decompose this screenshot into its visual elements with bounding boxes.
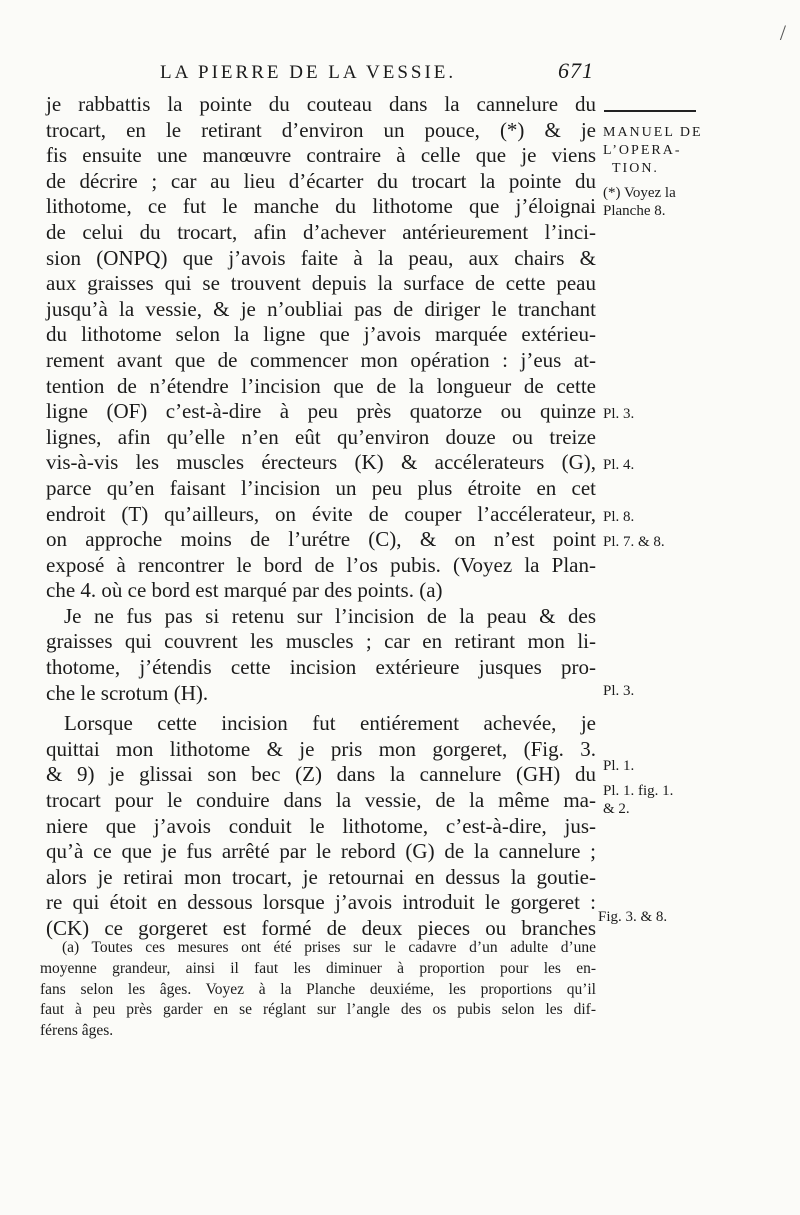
margin-rule [604, 110, 696, 112]
text-line: vis-à-vis les muscles érecteurs (K) & accélerateurs (G), [46, 450, 596, 475]
text-line: endroit (T) qu’ailleurs, on évite de couper l’accélerateur, [46, 501, 596, 526]
text-line: exposé à rencontrer le bord de l’os pubis. (Voyez la Plan- [46, 552, 596, 577]
text-line: parce qu’en faisant l’incision un peu plus étroite en cet [46, 475, 596, 500]
text-line: trocart pour le conduire dans la vessie, de la même ma- [46, 788, 596, 813]
footnote-line: (a) Toutes ces mesures ont été prises sur le cadavre d’un adulte d’une [62, 939, 596, 956]
text-line: thotome, j’étendis cette incision extérieure jusques pro- [46, 655, 596, 680]
text-line: & 9) je glissai son bec (Z) dans la cannelure (GH) du [46, 762, 596, 787]
text-line: on approche moins de l’urétre (C), & on n’est point [46, 527, 596, 552]
margin-plate-ref: & 2. [603, 801, 630, 817]
footnote-line: férens âges. [40, 1022, 114, 1040]
margin-heading-line: L’OPERA- [603, 143, 682, 158]
margin-note: Planche 8. [603, 203, 666, 219]
footnote-line: moyenne grandeur, ainsi il faut les diminuer à proportion pour les en- [40, 959, 596, 977]
text-line: trocart, en le retirant d’environ un pouce, (*) & je [46, 117, 596, 142]
text-line: graisses qui couvrent les muscles ; car en retirant mon li- [46, 629, 596, 654]
running-title: LA PIERRE DE LA VESSIE. [160, 62, 457, 83]
text-line: qu’à ce que je fus arrêté par le rebord (G) de la cannelure ; [46, 839, 596, 864]
text-line: alors je retirai mon trocart, je retournai en dessus la goutie- [46, 864, 596, 889]
footnote-line: fans selon les âges. Voyez à la Planche deuxiéme, les proportions qu’il [40, 980, 596, 998]
margin-heading-line: MANUEL DE [603, 125, 703, 140]
text-line: tention de n’étendre l’incision que de la longueur de cette [46, 373, 596, 398]
text-line: sion (ONPQ) que j’avois faite à la peau, aux chairs & [46, 245, 596, 270]
margin-plate-ref: Pl. 1. fig. 1. [603, 783, 674, 799]
main-text [46, 92, 596, 942]
margin-heading-line: TION. [612, 161, 659, 176]
margin-plate-ref: Pl. 7. & 8. [603, 534, 665, 550]
text-line: lignes, afin qu’elle n’en eût qu’environ douze ou treize [46, 424, 596, 449]
text-line: rement avant que de commencer mon opération : j’eus at- [46, 347, 596, 372]
margin-note: (*) Voyez la [603, 185, 676, 201]
text-line: (CK) ce gorgeret est formé de deux pieces ou branches [46, 916, 596, 940]
margin-plate-ref: Pl. 8. [603, 509, 635, 525]
text-line: re qui étoit en dessous lorsque j’avois introduit le gorgeret : [46, 890, 596, 915]
margin-plate-ref: Fig. 3. & 8. [598, 909, 668, 925]
text-line: niere que j’avois conduit le lithotome, c’est-à-dire, jus- [46, 813, 596, 838]
text-line: lithotome, ce fut le manche du lithotome que j’éloignai [46, 194, 596, 219]
text-line: de décrire ; car au lieu d’écarter du trocart la pointe du [46, 168, 596, 193]
footnote-line: faut à peu près garder en se réglant sur l’angle des os pubis selon les dif- [40, 1001, 596, 1019]
margin-plate-ref: Pl. 3. [603, 406, 635, 422]
text-line: Je ne fus pas si retenu sur l’incision de la peau & des [64, 603, 596, 628]
text-line: jusqu’à la vessie, & je n’oubliai pas de diriger le tranchant [46, 296, 596, 321]
text-line: Lorsque cette incision fut entiérement achevée, je [64, 711, 596, 736]
text-line: quittai mon lithotome & je pris mon gorgeret, (Fig. 3. [46, 736, 596, 761]
text-line: de celui du trocart, afin d’achever antérieurement l’inci- [46, 219, 596, 244]
margin-plate-ref: Pl. 4. [603, 457, 635, 473]
text-line: ligne (OF) c’est-à-dire à peu près quatorze ou quinze [46, 399, 596, 424]
text-line: che le scrotum (H). [46, 680, 209, 705]
text-line: che 4. où ce bord est marqué par des points. (a) [46, 578, 443, 603]
margin-plate-ref: Pl. 3. [603, 683, 635, 699]
text-line: je rabbattis la pointe du couteau dans la cannelure du [46, 92, 596, 116]
page-number: 671 [558, 58, 594, 83]
footnotes [40, 938, 596, 1042]
margin-plate-ref: Pl. 1. [603, 758, 635, 774]
page-edge-mark: / [779, 20, 786, 45]
text-line: fis ensuite une manœuvre contraire à celle que je viens [46, 143, 596, 168]
text-line: du lithotome selon la ligne que j’avois marquée extérieu- [46, 322, 596, 347]
running-header [150, 58, 600, 88]
text-line: aux graisses qui se trouvent depuis la surface de cette peau [46, 271, 596, 296]
